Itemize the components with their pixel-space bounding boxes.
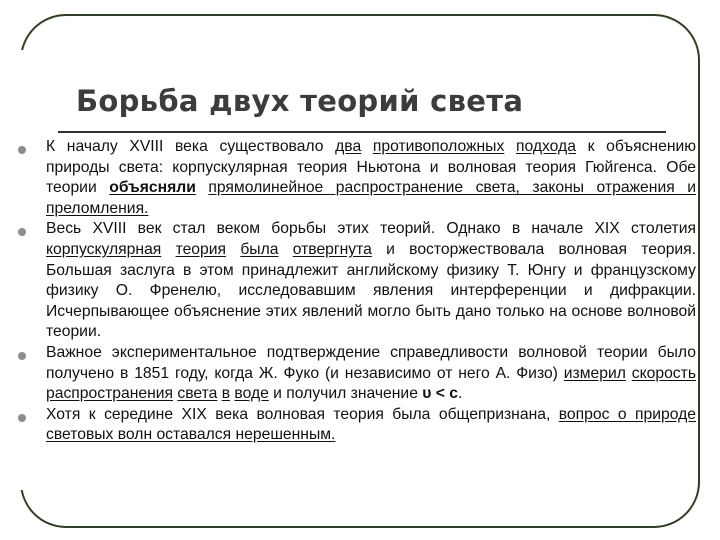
text-run: Весь XVIII век стал веком борьбы этих теорий. Однако в начале XIX столетия — [46, 220, 696, 238]
text-run: к объяснению природы света: корпускулярная теория Ньютона и волновая теория Гюйгенса. Обе теории — [46, 138, 697, 197]
bullet-item — [18, 405, 696, 446]
text-run: и получил значение — [268, 385, 423, 403]
emphasis-text: распространения — [46, 385, 174, 403]
bullet-item — [18, 137, 696, 219]
text-run — [278, 241, 292, 258]
bullet-dot-icon — [18, 352, 26, 360]
emphasis-text: воде — [234, 385, 269, 403]
emphasis-text: в — [221, 385, 231, 403]
bullet-list — [18, 137, 696, 446]
text-run — [226, 241, 240, 258]
emphasis-text: υ < c — [422, 385, 459, 403]
bullet-dot-icon — [18, 146, 26, 154]
bullet-item — [18, 343, 696, 405]
emphasis-text: противоположных — [372, 138, 505, 155]
emphasis-text: измерил — [563, 364, 626, 382]
text-run: и восторжествовала волновая теория. Большая заслуга в этом принадлежит английскому физику Т. Юнгу и французскому физику О. Френелю, исследовавшим явления интерференции и дифракции. Исчерпывающее объяснение этих явлений могло быть дано только на основе волновой теории. — [46, 240, 697, 341]
emphasis-text: корпускулярная — [46, 240, 162, 258]
text-run: Важное экспериментальное подтверждение справедливости волновой теории было получено в 1851 году, когда Ж. Фуко (и независимо от него А. Физо) — [46, 343, 696, 382]
emphasis-text: объясняли — [109, 179, 196, 197]
bullet-text — [46, 343, 696, 405]
emphasis-text: света — [177, 385, 218, 403]
text-run — [196, 179, 209, 196]
text-run: . — [458, 385, 463, 403]
text-run: К началу XVIII века существовало — [46, 138, 336, 155]
bullet-text — [46, 137, 696, 219]
emphasis-text: два — [335, 138, 362, 155]
emphasis-text: прямолинейное распространение света, законы отражения и преломления. — [46, 179, 696, 217]
emphasis-text: была — [240, 240, 279, 258]
emphasis-text: скорость — [631, 364, 696, 382]
emphasis-text: вопрос о природе световых волн оставался нерешенным. — [46, 405, 697, 444]
bullet-dot-icon — [18, 414, 26, 422]
emphasis-text: отвергнута — [292, 240, 372, 258]
title-underline — [58, 131, 666, 133]
emphasis-text: теория — [175, 240, 227, 258]
text-run — [504, 138, 516, 155]
bullet-dot-icon — [18, 228, 26, 236]
slide-title: Борьба двух теорий света — [76, 84, 524, 118]
bullet-text — [46, 219, 696, 343]
bullet-text — [46, 405, 696, 446]
text-run: Хотя к середине XIX века волновая теория была общепризнана, — [46, 405, 559, 423]
text-run — [161, 241, 175, 258]
text-run — [361, 138, 373, 155]
bullet-item — [18, 219, 696, 343]
emphasis-text: подхода — [515, 138, 576, 155]
